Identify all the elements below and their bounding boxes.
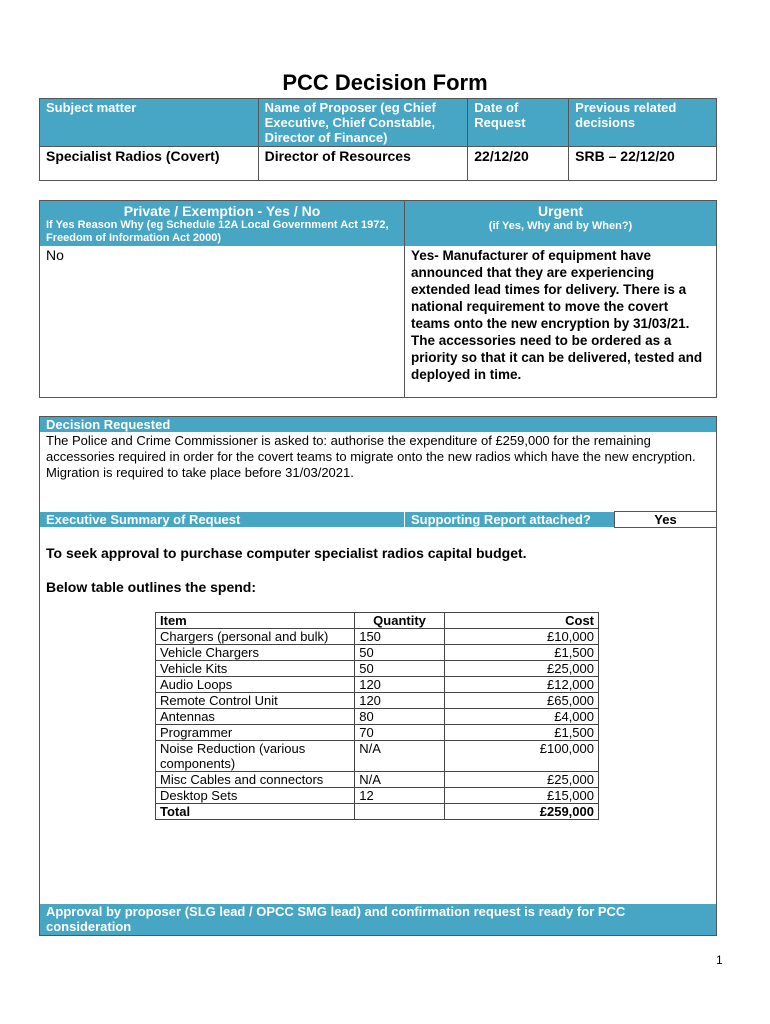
urgent-heading: Urgent bbox=[537, 203, 584, 219]
spend-table bbox=[155, 612, 599, 820]
item-cell: Vehicle Chargers bbox=[156, 645, 355, 661]
item-cell: Programmer bbox=[156, 725, 355, 741]
summary-intro: To seek approval to purchase computer specialist radios capital budget. bbox=[46, 545, 527, 561]
page-title: PCC Decision Form bbox=[282, 70, 488, 95]
item-cell: Vehicle Kits bbox=[156, 661, 355, 677]
cost-cell: £15,000 bbox=[444, 788, 598, 804]
quantity-cell: 80 bbox=[355, 709, 445, 725]
private-subheading: If Yes Reason Why (eg Schedule 12A Local Government Act 1972, Freedom of Information Act 2000) bbox=[46, 219, 389, 244]
table-row bbox=[156, 709, 599, 725]
item-cell: Chargers (personal and bulk) bbox=[156, 629, 355, 645]
urgent-value: Yes- Manufacturer of equipment have announced that they are experiencing extended lead times for delivery. There is a national requirement to move the covert teams onto the new encryption by 31/03/21. The accessories need to be ordered as a priority so that it can be delivered, tested and deployed in time. bbox=[411, 248, 703, 382]
approval-text: Approval by proposer (SLG lead / OPCC SMG lead) and confirmation request is ready for PCC consideration bbox=[46, 904, 626, 934]
item-cell: Remote Control Unit bbox=[156, 693, 355, 709]
table-intro: Below table outlines the spend: bbox=[46, 579, 257, 595]
decision-header bbox=[40, 417, 716, 432]
item-header: Item bbox=[156, 613, 355, 629]
proposer-value: Director of Resources bbox=[258, 147, 468, 181]
quantity-cell: N/A bbox=[355, 772, 445, 788]
page-number: 1 bbox=[716, 953, 723, 967]
quantity-cell: 12 bbox=[355, 788, 445, 804]
table-row bbox=[156, 772, 599, 788]
private-heading: Private / Exemption - Yes / No bbox=[123, 203, 321, 219]
report-label: Supporting Report attached? bbox=[411, 512, 591, 527]
total-cost: £259,000 bbox=[444, 804, 598, 820]
item-cell: Audio Loops bbox=[156, 677, 355, 693]
total-quantity bbox=[355, 804, 445, 820]
subject-matter-header: Subject matter bbox=[40, 99, 259, 147]
table-row bbox=[156, 677, 599, 693]
total-label: Total bbox=[156, 804, 355, 820]
cost-cell: £10,000 bbox=[444, 629, 598, 645]
cost-header: Cost bbox=[444, 613, 598, 629]
table-row bbox=[156, 725, 599, 741]
quantity-cell: 120 bbox=[355, 677, 445, 693]
table-row bbox=[156, 629, 599, 645]
cost-cell: £1,500 bbox=[444, 725, 598, 741]
cost-cell: £12,000 bbox=[444, 677, 598, 693]
date-value: 22/12/20 bbox=[468, 147, 569, 181]
table-row bbox=[156, 788, 599, 804]
cost-cell: £4,000 bbox=[444, 709, 598, 725]
quantity-cell: 120 bbox=[355, 693, 445, 709]
subject-matter-value: Specialist Radios (Covert) bbox=[40, 147, 259, 181]
urgent-header bbox=[405, 201, 716, 246]
cost-cell: £65,000 bbox=[444, 693, 598, 709]
item-cell: Noise Reduction (various components) bbox=[156, 741, 355, 772]
item-cell: Antennas bbox=[156, 709, 355, 725]
private-header bbox=[40, 201, 404, 246]
quantity-cell: 70 bbox=[355, 725, 445, 741]
cost-cell: £100,000 bbox=[444, 741, 598, 772]
proposer-header: Name of Proposer (eg Chief Executive, Chief Constable, Director of Finance) bbox=[258, 99, 468, 147]
quantity-cell: 50 bbox=[355, 645, 445, 661]
summary-header bbox=[40, 512, 404, 527]
urgent-subheading: (if Yes, Why and by When?) bbox=[488, 220, 633, 232]
decision-text: The Police and Crime Commissioner is asked to: authorise the expenditure of £259,000 for the remaining accessories required in order for the covert teams to migrate onto the new radios which have the new encryption. Migration is required to take place before 31/03/2021. bbox=[46, 433, 696, 480]
item-cell: Desktop Sets bbox=[156, 788, 355, 804]
table-row bbox=[156, 645, 599, 661]
approval-footer bbox=[40, 904, 716, 935]
report-value-cell bbox=[614, 511, 717, 528]
table-row bbox=[156, 741, 599, 772]
report-value: Yes bbox=[654, 512, 677, 527]
decision-heading: Decision Requested bbox=[46, 417, 171, 432]
quantity-cell: N/A bbox=[355, 741, 445, 772]
table-row bbox=[156, 693, 599, 709]
report-header bbox=[405, 512, 614, 527]
cost-cell: £25,000 bbox=[444, 661, 598, 677]
table-row bbox=[156, 661, 599, 677]
quantity-cell: 150 bbox=[355, 629, 445, 645]
private-value: No bbox=[46, 247, 64, 263]
item-cell: Misc Cables and connectors bbox=[156, 772, 355, 788]
subject-table bbox=[39, 98, 717, 181]
date-header: Date of Request bbox=[468, 99, 569, 147]
previous-decisions-value: SRB – 22/12/20 bbox=[569, 147, 717, 181]
quantity-cell: 50 bbox=[355, 661, 445, 677]
cost-cell: £1,500 bbox=[444, 645, 598, 661]
quantity-header: Quantity bbox=[355, 613, 445, 629]
cost-cell: £25,000 bbox=[444, 772, 598, 788]
summary-heading: Executive Summary of Request bbox=[46, 512, 241, 527]
previous-decisions-header: Previous related decisions bbox=[569, 99, 717, 147]
